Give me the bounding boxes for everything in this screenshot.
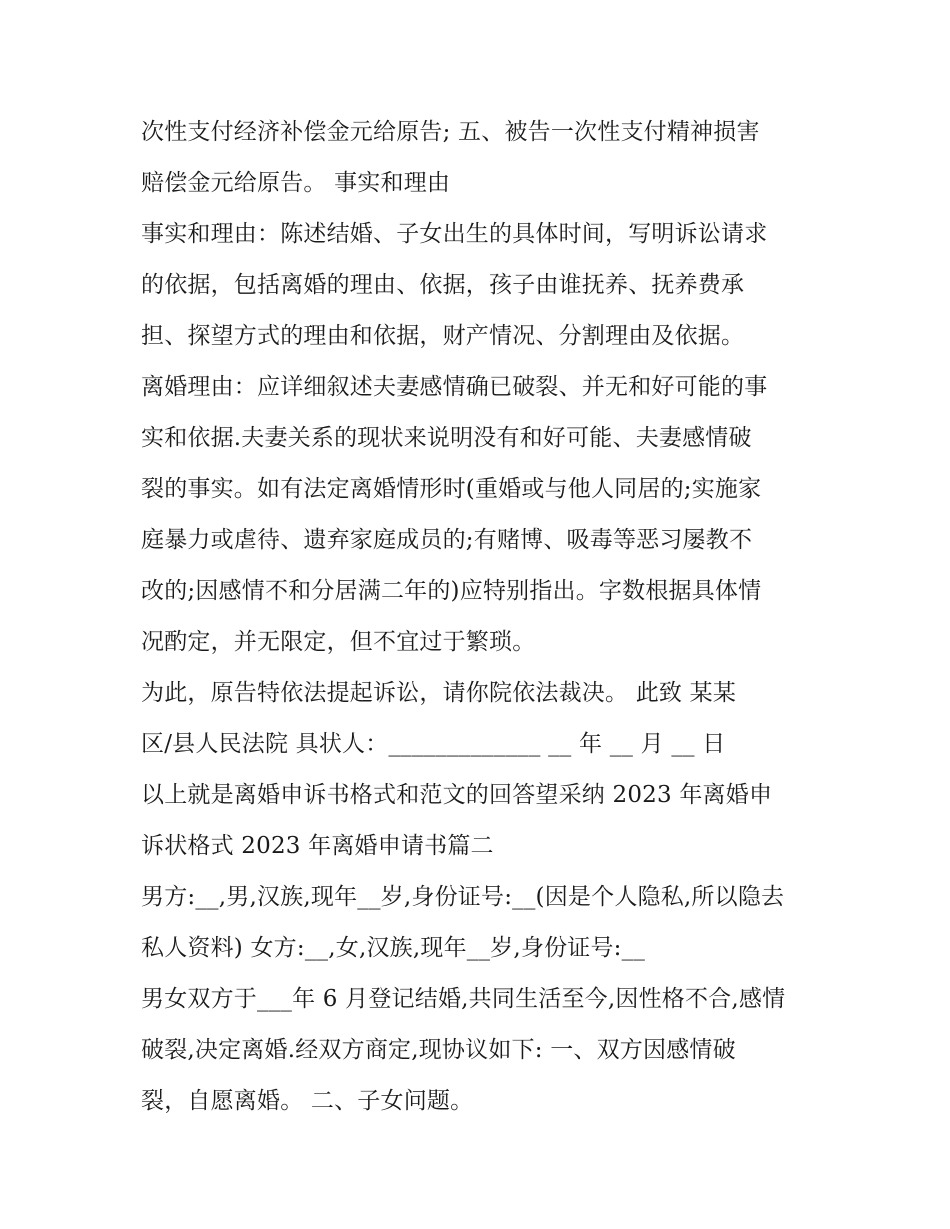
text-line-16: 男方:__,男,汉族,现年__岁,身份证号:__(因是个人隐私,所以隐去 — [141, 884, 785, 910]
text-line-3: 事实和理由：陈述结婚、子女出生的具体时间，写明诉讼请求 — [141, 221, 768, 247]
text-line-17: 私人资料) 女方:__,女,汉族,现年__岁,身份证号:__ — [141, 935, 646, 961]
text-line-12: 为此，原告特依法提起诉讼，请你院依法裁决。 此致 某某 — [141, 680, 737, 706]
text-line-19: 破裂,决定离婚.经双方商定,现协议如下: 一、双方因感情破 — [141, 1037, 736, 1063]
text-line-8: 裂的事实。如有法定离婚情形时(重婚或与他人同居的;实施家 — [141, 476, 762, 502]
text-line-18: 男女双方于___年 6 月登记结婚,共同生活至今,因性格不合,感情 — [141, 986, 786, 1012]
text-line-13: 区/县人民法院 具状人：_____________ __ 年 __ 月 __ 日 — [141, 731, 726, 757]
text-line-7: 实和依据.夫妻关系的现状来说明没有和好可能、夫妻感情破 — [141, 425, 752, 451]
text-line-9: 庭暴力或虐待、遗弃家庭成员的;有赌博、吸毒等恶习屡教不 — [141, 527, 753, 553]
text-line-6: 离婚理由：应详细叙述夫妻感情确已破裂、并无和好可能的事 — [141, 374, 768, 400]
text-line-15: 诉状格式 2023 年离婚申请书篇二 — [141, 833, 494, 859]
text-line-2: 赔偿金元给原告。 事实和理由 — [141, 170, 451, 196]
text-line-5: 担、探望方式的理由和依据，财产情况、分割理由及依据。 — [141, 323, 745, 349]
document-body — [141, 107, 821, 1127]
text-line-14: 以上就是离婚申诉书格式和范文的回答望采纳 2023 年离婚申 — [141, 782, 773, 808]
text-line-1: 次性支付经济补偿金元给原告; 五、被告一次性支付精神损害 — [141, 119, 760, 145]
text-line-4: 的依据，包括离婚的理由、依据，孩子由谁抚养、抚养费承 — [141, 272, 745, 298]
text-line-20: 裂，自愿离婚。 二、子女问题。 — [141, 1088, 474, 1114]
text-line-10: 改的;因感情不和分居满二年的)应特别指出。字数根据具体情 — [141, 578, 762, 604]
text-line-11: 况酌定，并无限定，但不宜过于繁琐。 — [141, 629, 536, 655]
